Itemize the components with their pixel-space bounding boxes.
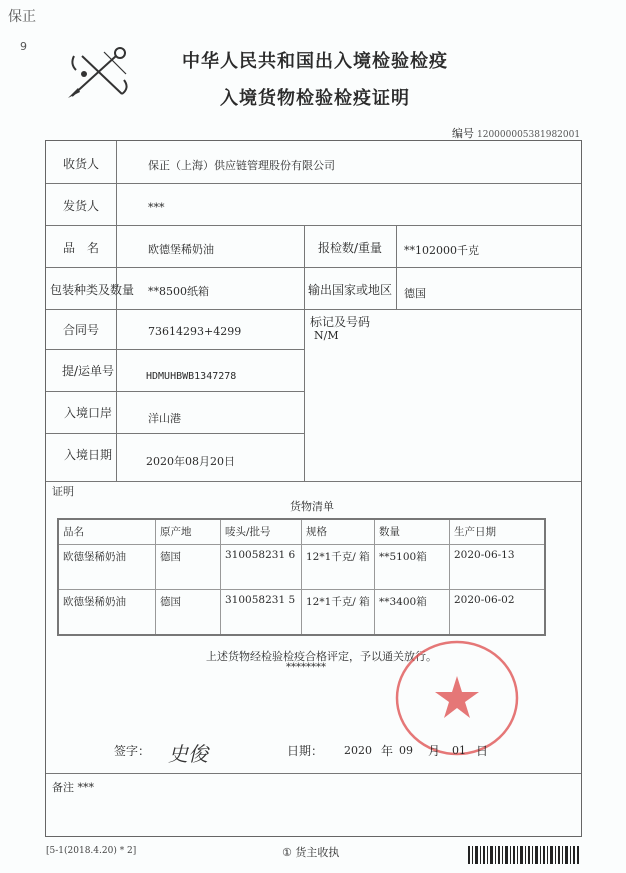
remarks — [52, 779, 94, 795]
date-day: 01 — [452, 744, 466, 757]
inspection-statement: 上述货物经检验检疫合格评定，予以通关放行。 — [206, 650, 437, 663]
cell: 2020-06-13 — [450, 545, 546, 590]
copy-designation — [282, 844, 339, 860]
cell: **3400箱 — [375, 590, 450, 636]
quantity-weight-value: **102000千克 — [404, 244, 479, 257]
consignee-value: 保正（上海）供应链管理股份有限公司 — [148, 159, 335, 172]
cell: 德国 — [156, 590, 221, 636]
signature-label: 签字： — [114, 744, 151, 758]
origin-country-label: 输出国家或地区 — [307, 283, 392, 297]
goods-table — [57, 518, 546, 636]
certificate-label: 证明 — [52, 485, 74, 498]
bill-no-value: HDMUHBWB1347278 — [146, 371, 237, 382]
entry-date-value: 2020年08月20日 — [146, 455, 235, 468]
consignor-label: 发货人 — [62, 199, 99, 213]
cell: **5100箱 — [375, 545, 450, 590]
consignee-label: 收货人 — [62, 157, 99, 171]
cell: 310058231 6 — [221, 545, 302, 590]
official-seal-icon — [392, 638, 522, 758]
marks-label: 标记及号码 — [310, 315, 371, 329]
date-month-unit: 月 — [428, 744, 441, 758]
statement-stars: ******** — [286, 662, 326, 673]
remarks-value: *** — [77, 781, 94, 794]
cell: 欧德堡稀奶油 — [58, 545, 156, 590]
table-row — [58, 545, 545, 590]
barcode-icon — [468, 846, 580, 864]
date-month: 09 — [399, 744, 413, 757]
col-header: 唛头/批号 — [221, 519, 302, 545]
bill-no-label: 提/运单号 — [61, 364, 115, 378]
cell: 德国 — [156, 545, 221, 590]
col-header: 品名 — [58, 519, 156, 545]
remarks-label: 备注 — [52, 781, 74, 794]
date-year-unit: 年 — [381, 744, 394, 758]
cell: 310058231 5 — [221, 590, 302, 636]
customs-emblem-icon — [64, 44, 134, 102]
copy-label: 货主收执 — [295, 846, 340, 859]
packing-label: 包装种类及数量 — [49, 283, 134, 297]
contract-label: 合同号 — [62, 323, 99, 337]
date-year: 2020 — [344, 744, 372, 757]
serial-number — [452, 125, 580, 141]
consignor-value: *** — [148, 201, 165, 214]
port-value: 洋山港 — [148, 412, 181, 425]
col-header: 规格 — [302, 519, 375, 545]
copy-number: ① — [282, 846, 292, 859]
form-code: [5-1(2018.4.20) * 2] — [46, 846, 137, 856]
marks-value: N/M — [314, 329, 339, 342]
product-value: 欧德堡稀奶油 — [148, 243, 214, 256]
margin-note: 保正 — [8, 9, 36, 25]
port-label: 入境口岸 — [63, 406, 112, 420]
date-day-unit: 日 — [476, 744, 489, 758]
origin-country-value: 德国 — [404, 287, 426, 300]
cell: 欧德堡稀奶油 — [58, 590, 156, 636]
col-header: 原产地 — [156, 519, 221, 545]
table-row — [58, 590, 545, 636]
serial-value: 120000005381982001 — [477, 130, 581, 140]
document-subtitle: 入境货物检验检疫证明 — [220, 88, 410, 109]
col-header: 生产日期 — [450, 519, 546, 545]
col-header: 数量 — [375, 519, 450, 545]
packing-value: **8500纸箱 — [148, 285, 209, 298]
product-label: 品 名 — [62, 241, 99, 255]
table-header-row — [58, 519, 545, 545]
margin-mark: 9 — [20, 40, 27, 53]
goods-list-title: 货物清单 — [290, 500, 334, 513]
serial-label: 编号 — [452, 127, 474, 140]
signature-value: 史俊 — [168, 742, 208, 766]
document-title: 中华人民共和国出入境检验检疫 — [182, 51, 448, 72]
cell: 12*1千克/ 箱 — [302, 545, 375, 590]
contract-value: 73614293+4299 — [148, 325, 242, 338]
cell: 12*1千克/ 箱 — [302, 590, 375, 636]
quantity-weight-label: 报检数/重量 — [317, 241, 383, 255]
cell: 2020-06-02 — [450, 590, 546, 636]
entry-date-label: 入境日期 — [63, 448, 112, 462]
date-label: 日期： — [287, 744, 324, 758]
